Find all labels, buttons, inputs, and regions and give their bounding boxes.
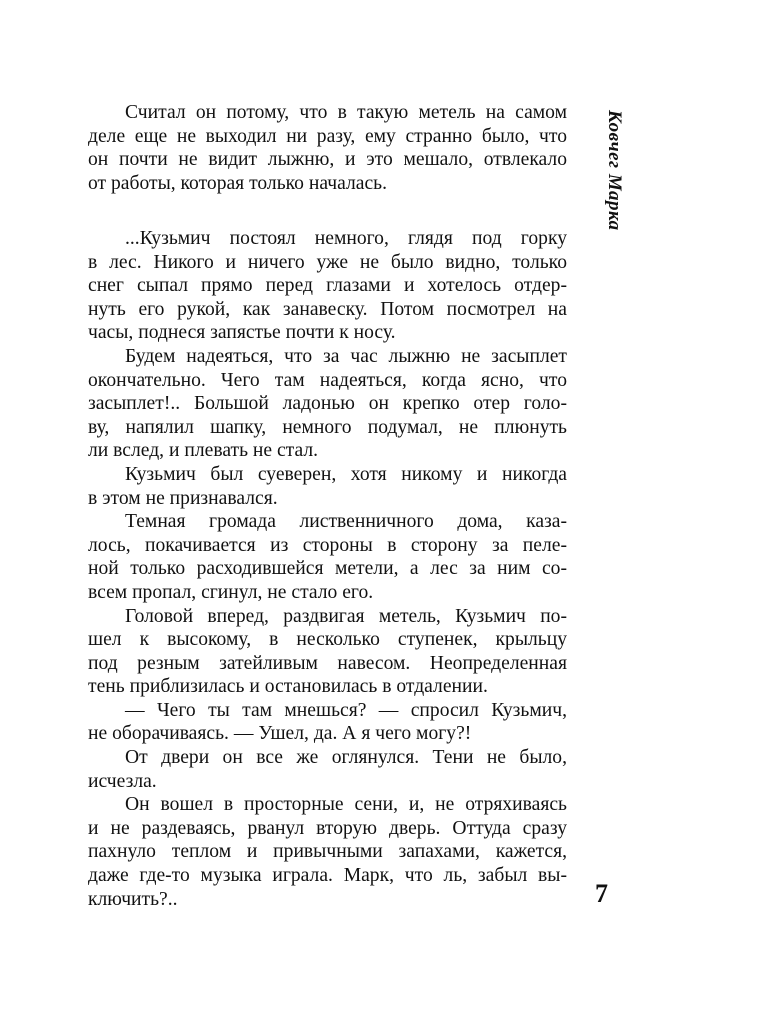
paragraph: [88, 510, 567, 604]
text-line: От двери он все же оглянулся. Тени не было,: [125, 747, 567, 769]
paragraph: [88, 345, 567, 463]
paragraph: [88, 605, 567, 699]
text-line: под резным затейливым навесом. Неопределенная: [88, 652, 567, 674]
text-line: исчезла.: [88, 770, 157, 792]
text-line: даже где-то музыка играла. Марк, что ль, забыл вы-: [88, 865, 567, 887]
paragraph: [88, 227, 567, 345]
text-line: Кузьмич был суеверен, хотя никому и никогда: [125, 463, 567, 485]
text-line: — Чего ты там мнешься? — спросил Кузьмич,: [125, 699, 567, 721]
text-line: ной только расходившейся метели, а лес за ним со-: [88, 558, 567, 580]
text-line: лось, покачивается из стороны в сторону за пеле-: [88, 534, 567, 556]
text-line: от работы, которая только началась.: [88, 172, 387, 194]
text-line: он почти не видит лыжню, и это мешало, отвлекало: [88, 149, 567, 171]
text-line: деле еще не выходил ни разу, ему странно было, что: [88, 125, 567, 147]
text-line: ...Кузьмич постоял немного, глядя под горку: [125, 228, 567, 249]
paragraph: [88, 101, 567, 195]
text-line: в лес. Никого и ничего уже не было видно, только: [88, 251, 567, 273]
text-line: снег сыпал прямо перед глазами и хотелось отдер-: [88, 275, 567, 297]
text-line: нуть его рукой, как занавеску. Потом посмотрел на: [88, 298, 567, 320]
text-line: часы, поднеся запястье почти к носу.: [88, 322, 396, 344]
running-header: Ковчег Марка: [604, 110, 625, 231]
text-block-main: [88, 227, 567, 911]
text-line: Будем надеяться, что за час лыжню не засыплет: [125, 345, 567, 367]
text-line: Темная громада лиственничного дома, каза-: [125, 511, 567, 533]
paragraph: [88, 793, 567, 911]
paragraph: [88, 746, 567, 793]
text-line: Головой вперед, раздвигая метель, Кузьмич по-: [125, 605, 567, 627]
text-line: пахнуло теплом и привычными запахами, кажется,: [88, 841, 567, 863]
text-line: всем пропал, сгинул, не стало его.: [88, 581, 374, 603]
paragraph: [88, 463, 567, 510]
text-line: тень приблизилась и остановилась в отдалении.: [88, 676, 488, 698]
text-line: ву, напялил шапку, немного подумал, не плюнуть: [88, 416, 567, 438]
text-line: ключить?..: [88, 888, 178, 910]
text-line: в этом не признавался.: [88, 487, 278, 509]
paragraph: [88, 699, 567, 746]
text-line: не оборачиваясь. — Ушел, да. А я чего могу?!: [88, 723, 472, 745]
page-number: 7: [595, 879, 608, 908]
text-line: ли вслед, и плевать не стал.: [88, 440, 319, 462]
text-line: Он вошел в просторные сени, и, не отряхиваясь: [125, 794, 567, 816]
text-line: Считал он потому, что в такую метель на самом: [125, 102, 567, 123]
text-line: и не раздеваясь, рванул вторую дверь. Оттуда сразу: [88, 817, 567, 839]
text-line: засыплет!.. Большой ладонью он крепко отер голо-: [88, 393, 567, 415]
text-line: шел к высокому, в несколько ступенек, крыльцу: [88, 629, 567, 651]
text-line: окончательно. Чего там надеяться, когда ясно, что: [88, 369, 567, 391]
text-block-upper: [88, 101, 567, 195]
